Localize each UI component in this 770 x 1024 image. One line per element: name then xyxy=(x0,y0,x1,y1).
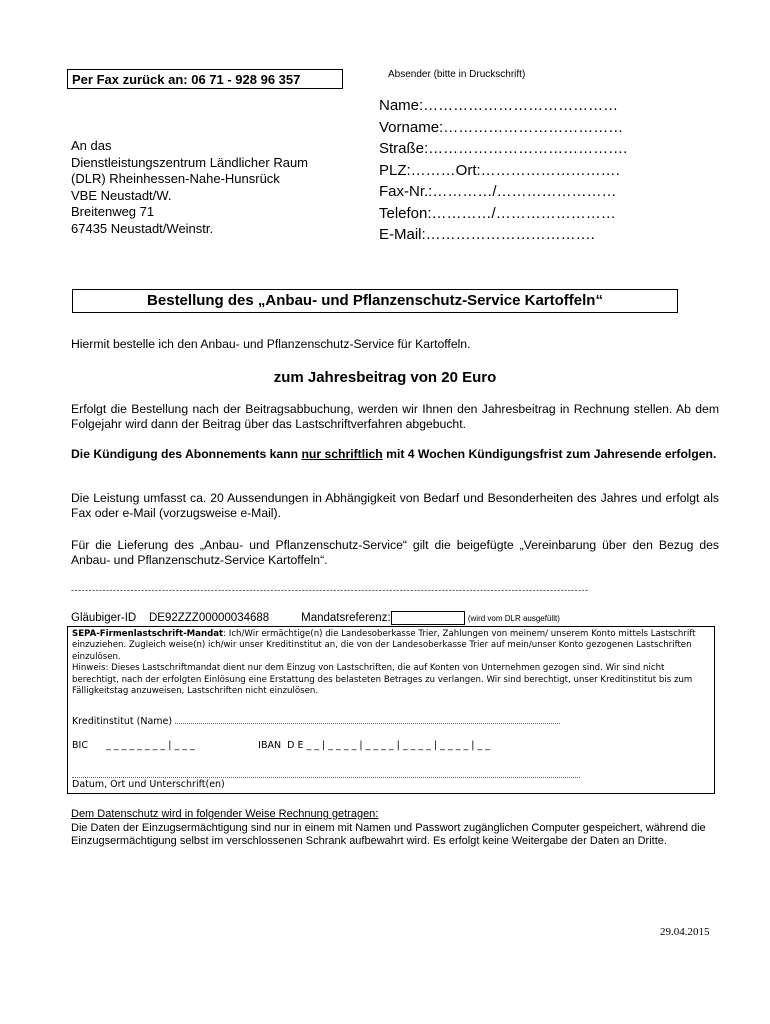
lieferung-paragraph: Für die Lieferung des „Anbau- und Pflanzenschutz-Service“ gilt die beigefügte „Vereinbarung über den Bezug des Anbau- und Pflanzenschutz-Service Kartoffeln“. xyxy=(71,538,719,567)
bic-field[interactable]: _ _ _ _ _ _ _ _ | _ _ _ xyxy=(106,740,195,751)
kuendigung-text: Die Kündigung des Abonnements kann xyxy=(71,447,302,461)
sepa-mandate-box xyxy=(67,626,715,794)
sepa-title: SEPA-Firmenlastschrift-Mandat xyxy=(72,629,224,639)
telefon-field[interactable]: Telefon:…………/…………………… xyxy=(379,204,616,222)
kuendigung-paragraph xyxy=(71,447,719,462)
privacy-heading: Dem Datenschutz wird in folgender Weise Rechnung getragen: xyxy=(71,808,379,820)
kuendigung-text: mit 4 Wochen Kündigungsfrist zum Jahresende erfolgen. xyxy=(382,447,717,461)
cut-line: ---------------------------------------------------------------------------------------------------------------------------------------------------- xyxy=(71,585,589,595)
intro-text: Hiermit bestelle ich den Anbau- und Pflanzenschutz-Service für Kartoffeln. xyxy=(71,337,471,351)
email-field[interactable]: E-Mail:……………………………. xyxy=(379,226,595,243)
address-line: (DLR) Rheinhessen-Nahe-Hunsrück xyxy=(71,171,280,186)
mandatsreferenz-label: Mandatsreferenz: xyxy=(301,612,391,625)
glaeubiger-id: DE92ZZZ00000034688 xyxy=(148,612,270,625)
bank-details-row xyxy=(72,740,490,751)
address-line: VBE Neustadt/W. xyxy=(71,187,172,203)
signature-field[interactable] xyxy=(72,777,580,778)
iban-field[interactable]: D E _ _ | _ _ _ _ | _ _ _ _ | _ _ _ _ | _ _ _ _ | _ _ xyxy=(287,740,490,751)
kreditinstitut-field[interactable] xyxy=(175,714,560,724)
kreditinstitut-row xyxy=(72,714,560,727)
address-line: Dienstleistungszentrum Ländlicher Raum xyxy=(71,154,309,170)
plz-ort-field[interactable]: PLZ:………Ort:………………………. xyxy=(379,161,620,179)
sender-fields xyxy=(379,95,627,246)
document-date: 29.04.2015 xyxy=(660,926,710,938)
vorname-field[interactable]: Vorname:……………………………… xyxy=(379,118,624,136)
sepa-text-1: : Ich/Wir ermächtige(n) die Landesoberkasse Trier, Zahlungen von meinem/ unserem Konto mittels Lastschrift einzuziehen. Zugleich weise(n) ich/wir unser Kreditinstitut an, die von der Landesoberkasse Trier auf mein/unser Konto gezogenen Lastschriften einzulösen. xyxy=(72,629,696,662)
fax-return-label: Per Fax zurück an: 06 71 - 928 96 357 xyxy=(67,69,343,89)
glaeubiger-label: Gläubiger-ID xyxy=(71,612,137,625)
recipient-address xyxy=(71,138,308,237)
privacy-section xyxy=(71,808,711,849)
sepa-text xyxy=(72,629,710,663)
kuendigung-emphasis: nur schriftlich xyxy=(301,447,383,461)
mandatsreferenz-field[interactable] xyxy=(391,611,465,625)
fax-field[interactable]: Fax-Nr.:…………/…………………… xyxy=(379,183,617,200)
strasse-field[interactable]: Straße:…………………………………. xyxy=(379,140,628,157)
address-line: 67435 Neustadt/Weinstr. xyxy=(71,220,214,236)
address-line: Breitenweg 71 xyxy=(71,204,155,219)
sepa-hinweis: Hinweis: Dieses Lastschriftmandat dient nur dem Einzug von Lastschriften, die auf Konten von Unternehmen gezogen sind. Wir sind nicht berechtigt, nach der erfolgten Einlösung eine Erstattung des belasteten Betrages zu verlangen. Wir sind berechtigt, unser Kreditinstitut bis zum Fälligkeitstag anzuweisen, Lastschriften nicht einzulösen. xyxy=(72,663,693,697)
bic-label: BIC xyxy=(72,740,88,751)
name-field[interactable]: Name:………………………………… xyxy=(379,97,619,114)
mandatsreferenz-note: (wird vom DLR ausgefüllt) xyxy=(467,614,560,624)
document-title: Bestellung des „Anbau- und Pflanzenschutz-Service Kartoffeln“ xyxy=(72,289,678,313)
headline-fee: zum Jahresbeitrag von 20 Euro xyxy=(273,369,497,386)
signature-label: Datum, Ort und Unterschrift(en) xyxy=(72,779,225,790)
kreditinstitut-label: Kreditinstitut (Name) xyxy=(72,716,173,727)
iban-label: IBAN xyxy=(258,740,282,751)
glaeubiger-row xyxy=(71,611,560,625)
leistung-paragraph: Die Leistung umfasst ca. 20 Aussendungen in Abhängigkeit von Bedarf und Besonderheiten des Jahres und erfolgt als Fax oder e-Mail (vorzugsweise e-Mail). xyxy=(71,491,719,520)
absender-note: Absender (bitte in Druckschrift) xyxy=(388,69,526,80)
payment-paragraph: Erfolgt die Bestellung nach der Beitragsabbuchung, werden wir Ihnen den Jahresbeitrag in Rechnung stellen. Ab dem Folgejahr wird dann der Beitrag über das Lastschriftverfahren abgebucht. xyxy=(71,402,719,431)
privacy-text: Die Daten der Einzugsermächtigung sind nur in einem mit Namen und Passwort zugänglichen Computer gespeichert, während die Einzugsermächtigung selbst im verschlossenen Schrank aufbewahrt wird. Es erfolgt keine Weitergabe der Daten an Dritte. xyxy=(71,821,706,848)
address-line: An das xyxy=(71,138,112,153)
